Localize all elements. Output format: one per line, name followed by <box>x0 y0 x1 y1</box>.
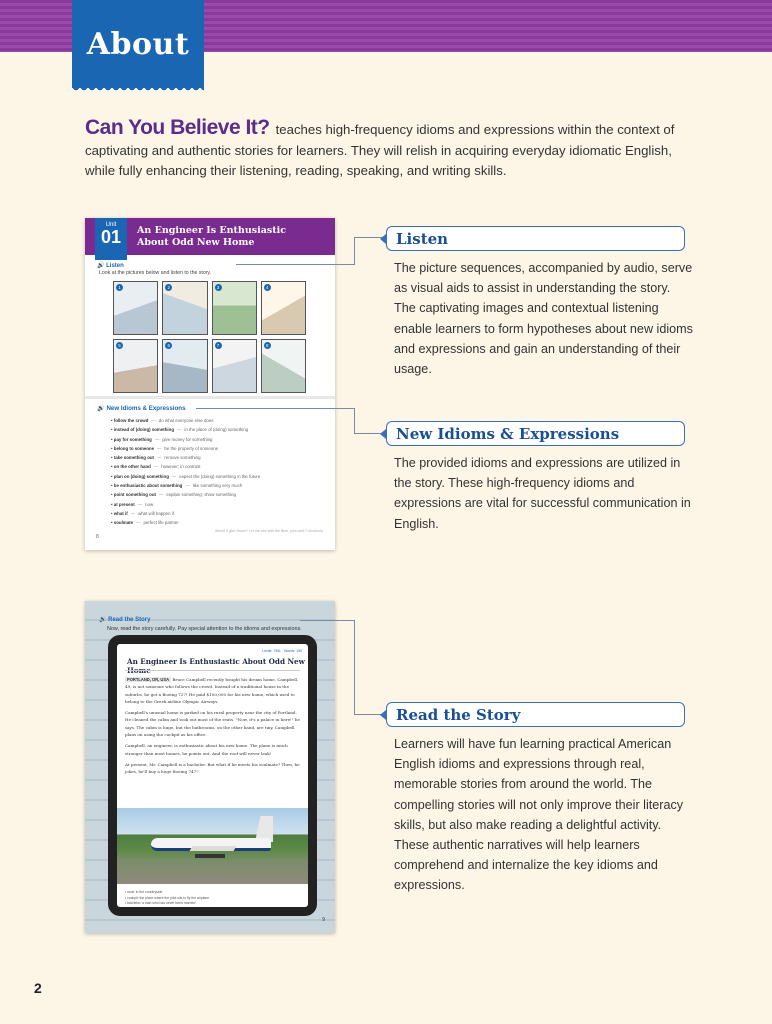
section-title: New Idioms & Expressions <box>396 424 620 443</box>
idioms-heading: 🔊 New Idioms & Expressions <box>97 405 186 412</box>
unit-title-line2: About Odd New Home <box>137 237 255 248</box>
unit-label: Unit <box>105 222 117 228</box>
airplane-photo <box>117 808 308 884</box>
unit-number: 01 <box>100 227 122 247</box>
vocab-notes <box>125 890 209 907</box>
list-item: • take something out — remove something <box>111 455 201 461</box>
list-item: • on the other hand — however; in contrast <box>111 464 201 470</box>
article-body <box>125 676 301 780</box>
list-item: • belong to someone — be the property of someone <box>111 445 219 451</box>
page-number: 2 <box>34 980 42 996</box>
list-item: • be enthusiastic about something — like something very much <box>111 483 243 489</box>
idioms-description: The provided idioms and expressions are utilized in the story. These high-frequency idioms and expressions are vital for successful communication in English. <box>394 456 691 531</box>
section-title: Read the Story <box>396 705 521 724</box>
list-item: • what if — what will happen if <box>111 510 174 516</box>
list-item: • plan on (doing) something — expect the (doing) something in the future <box>111 473 261 479</box>
story-panel <box>261 281 306 335</box>
story-panel <box>113 281 158 335</box>
plane-gear <box>195 854 225 858</box>
tablet-screen <box>117 644 308 907</box>
dateline: PORTLAND, OR, USA <box>127 677 170 682</box>
story-description: Learners will have fun learning practical American English idioms and expressions through real, memorable stories from around the world. The compelling stories will not only improve their literacy skills, but also make reading a delightful activity. These authentic narratives will help learners comprehend and internalize the key idioms and expressions. <box>394 737 684 893</box>
unit-title-line1: An Engineer Is Enthusiastic <box>137 225 286 236</box>
article-paragraph: PORTLAND, OR, USA Bruce Campbell recently bought his dream home. Campbell, 49, is not someone who follows the crowd. Instead of a traditional house in the suburbs, he got a Boeing 727! He paid $100,000 for his new home, which used to belong to the Greek airline Olympic Airways. <box>125 677 299 704</box>
story-panel <box>261 339 306 393</box>
unit-header <box>85 218 335 255</box>
list-item: • soulmate — perfect life partner <box>111 520 179 526</box>
vocab-note: • cockpit: the place where the pilot sits to fly the airplane <box>125 895 210 900</box>
connector-line <box>196 408 354 409</box>
unit-title <box>137 225 286 249</box>
listen-label: 🔊 Listen <box>97 263 124 269</box>
story-header <box>386 702 685 727</box>
story-panel <box>113 339 158 393</box>
article-title: An Engineer Is Enthusiastic About Odd New <box>127 657 305 666</box>
list-item: • instead of (doing) something — in the place of (doing) something <box>111 427 249 433</box>
thumbnail-page-number: 9 <box>322 917 325 923</box>
tablet-frame <box>108 635 317 916</box>
plane-wing <box>190 846 237 851</box>
divider <box>85 396 335 399</box>
book-title: Can You Believe It? <box>85 116 270 139</box>
article-paragraph: Campbell, an engineer, is enthusiastic about his new home. The plane is much stronger than most homes, he points out. And the roof will never leak! <box>125 743 288 756</box>
picture-grid <box>113 281 306 393</box>
about-tab <box>72 0 204 88</box>
read-story-label: 🔊 Read the Story <box>99 617 151 623</box>
connector-line <box>354 620 355 715</box>
idioms-list <box>111 416 326 528</box>
unit-page-thumbnail <box>85 218 335 550</box>
idioms-header <box>386 421 685 446</box>
unit-badge <box>95 218 127 260</box>
story-page-thumbnail <box>85 601 335 933</box>
story-panel <box>162 339 207 393</box>
footer-note: Would it give Bruce? Let me see with the Blue, plus and © shortcuts <box>214 529 323 533</box>
listen-description: The picture sequences, accompanied by audio, serve as visual aids to assist in understanding the story. The captivating images and contextual listening enable learners to form hypotheses about new idioms and expressions and gain an understanding of their usage. <box>394 261 693 377</box>
story-panel <box>212 339 257 393</box>
thumbnail-page-number: 8 <box>96 534 99 540</box>
article-paragraph: At present, Mr. Campbell is a bachelor. But what if he meets his soulmate? Then, he jokes, he'll buy a huge Boeing 747! <box>125 761 300 775</box>
divider <box>125 670 300 671</box>
connector-line <box>300 620 354 621</box>
listen-instruction: Look at the pictures below and listen to the story. <box>99 270 212 276</box>
list-item: • at present — now <box>111 501 154 507</box>
list-item: • follow the crowd — do what everyone else does <box>111 418 214 423</box>
connector-line <box>354 408 355 434</box>
section-title: Listen <box>396 229 449 248</box>
lexile-info: Lexile: 750L · Words: 150 <box>262 649 302 653</box>
page-title: About <box>86 26 190 62</box>
story-panel <box>212 281 257 335</box>
list-item: • pay for something — give money for something <box>111 436 213 442</box>
connector-line <box>354 237 355 265</box>
vocab-note: • bachelor: a man who has never been married <box>125 901 196 905</box>
list-item: • point something out — explain something; show something <box>111 492 236 498</box>
listen-header <box>386 226 685 251</box>
read-story-instruction: Now, read the story carefully. Pay special attention to the idioms and expressions. <box>107 626 302 632</box>
intro-text: teaches high-frequency idioms and expressions within the context of captivating and authentic stories for learners. They will relish in acquiring everyday idiomatic English, while fully enhancing their listening, reading, speaking, and writing skills. <box>85 122 675 178</box>
article-paragraph: Campbell's unusual home is parked on his rural property near the city of Portland. He cleaned the cabin and took out most of the seats. "Now, it's a palace in here!" he says. The cabin is huge, but the bathrooms, on the other hand, are tiny. Campbell plans on using the cockpit as his office. <box>125 710 300 738</box>
connector-line <box>236 264 354 265</box>
intro-paragraph <box>85 118 685 182</box>
vocab-note: • rural: in the countryside <box>125 890 163 894</box>
story-panel <box>162 281 207 335</box>
